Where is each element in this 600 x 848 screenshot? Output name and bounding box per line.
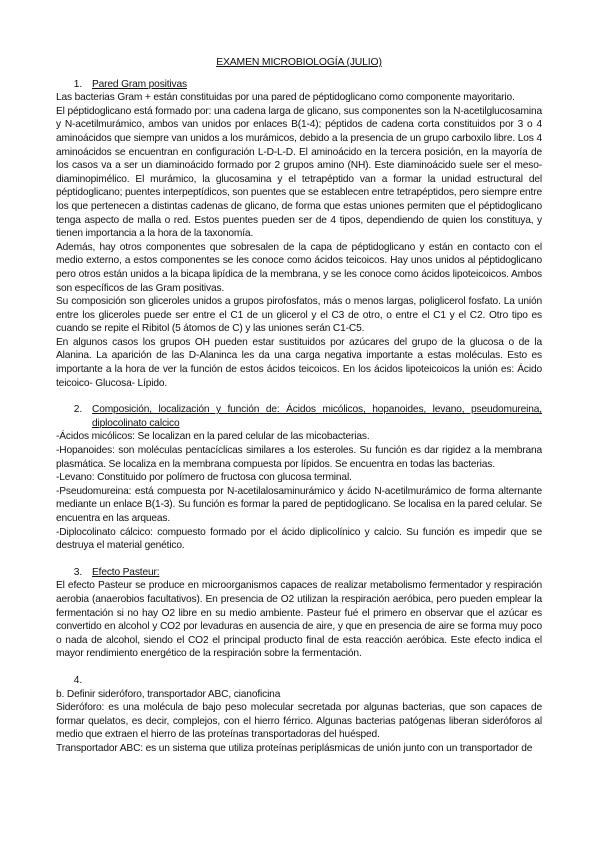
section-title: Composición, localización y función de: Ácidos micólicos, hopanoides, levano, pseudomureina, diplocolinato calcico	[92, 404, 542, 429]
paragraph: En algunos casos los grupos OH pueden estar sustituidos por azúcares del grupo de la glucosa o de la Alanina. La aparición de las D-Alaninca les da una carga negativa importante a estas moléculas. Esto es importante a la hora de ver la función de estos ácidos teicoicos. En los ácidos lipoteicoicos la unión es: Ácido teicoico- Glucosa- Lípido.	[56, 336, 542, 389]
section-3-heading	[56, 566, 542, 580]
section-4-heading	[56, 674, 542, 688]
paragraph: -Levano: Constituido por polímero de fructosa con glucosa terminal.	[56, 472, 352, 484]
paragraph: Su composición son gliceroles unidos a grupos pirofosfatos, más o menos largas, poliglicerol fosfato. La unión entre los gliceroles puede ser entre el C1 de un glicerol y el C3 de otro, o entre el C1 y el C2. Otro tipo es cuando se repite el Ribitol (5 átomos de C) y las uniones serán C1-C5.	[56, 296, 542, 335]
paragraph: Sideróforo: es una molécula de bajo peso molecular secretada por algunas bacterias, que son capaces de formar quelatos, es decir, complejos, con el hierro férrico. Algunas bacterias patógenas liberan sideróforos al medio que extraen el hierro de las proteínas transportadoras del huésped.	[56, 702, 542, 741]
paragraph: Transportador ABC: es un sistema que utiliza proteínas periplásmicas de unión junto con un transportador de	[56, 742, 533, 754]
spacer	[56, 661, 542, 674]
section-title: Efecto Pasteur:	[92, 566, 160, 578]
section-1-heading	[56, 78, 542, 92]
paragraph: El péptidoglicano está formado por: una cadena larga de glicano, sus componentes son la N-acetilglucosamina y N-acetilmurámico, ambos van unidos por enlaces B(1-4); péptidos de cadena corta constituidos por 3 o 4 aminoácidos que siempre van unidos a los murámicos, debido a la presencia de un grupo carboxilo libre. Los 4 aminoácidos se encuentran en configuración L-D-L-D. El aminoácido en la tercera posición, en la mayoría de los casos va a ser un diaminoácido formado por 2 grupos amino (NH). Este diaminoácido suele ser el meso-diaminopimélico. El murámico, la glucosamina y el tetrapéptido van a formar la unidad estructural del péptidoglicano; puentes interpeptídicos, son puentes que se establecen entre tetrapéptidos, pero siempre entre los que pertenecen a distintas cadenas de glicano, de forma que estas uniones permiten que el péptidoglicano tenga aspecto de malla o red. Estos puentes pueden ser de 4 tipos, dependiendo de quien los constituya, y tienen importancia a la hora de la taxonomía.	[56, 105, 542, 240]
section-number: 4.	[73, 674, 82, 686]
paragraph: Además, hay otros componentes que sobresalen de la capa de péptidoglicano y están en contacto con el medio externo, a estos componentes se les conoce como ácidos teicoicos. Hay unos unidos al péptidoglicano pero otros están unidos a la bicapa lipídica de la membrana, y se les conoce como ácidos lipoteicoicos. Ambos son específicos de las Gram positivas.	[56, 241, 542, 294]
paragraph: -Hopanoides: son moléculas pentacíclicas similares a los esteroles. Su función es dar rigidez a la membrana plasmática. Se localiza en la membrana compuesta por lípidos. Se encuentra en todas las bacterias.	[56, 445, 542, 470]
spacer	[56, 390, 542, 403]
document-content	[56, 56, 542, 756]
paragraph: -Ácidos micólicos: Se localizan en la pared celular de las micobacterias.	[56, 431, 370, 443]
paragraph: Las bacterias Gram + están constituidas por una pared de péptidoglicano como componente mayoritario.	[56, 92, 515, 104]
section-title	[92, 674, 542, 688]
section-2-heading	[56, 403, 542, 430]
section-number: 1.	[73, 78, 82, 90]
subheading: b. Definir sideróforo, transportador ABC, cianoficina	[56, 688, 281, 700]
section-title: Pared Gram positivas	[92, 78, 187, 90]
section-number: 3.	[73, 566, 82, 578]
spacer	[56, 553, 542, 566]
paragraph: El efecto Pasteur se produce en microorganismos capaces de realizar metabolismo fermentador y respiración aerobia (anaerobios facultativos). En presencia de O2 utilizan la respiración aeróbica, pero pueden emplear la fermentación si no hay O2 libre en su medio ambiente. Pasteur fué el primero en observar que el azúcar es convertido en alcohol y CO2 por levaduras en ausencia de aire, y que en presencia de aire se forma muy poco o nada de alcohol, siendo el CO2 el principal producto final de esta reacción aeróbica. Este efecto indica el mayor rendimiento energético de la respiración sobre la fermentación.	[56, 580, 542, 660]
section-number: 2.	[73, 404, 82, 416]
document-title: EXAMEN MICROBIOLOGÍA (JULIO)	[216, 57, 382, 68]
paragraph: -Diplocolinato cálcico: compuesto formado por el ácido diplicolínico y calcio. Su función es impedir que se destruya el material genético.	[56, 526, 542, 552]
paragraph: -Pseudomureina: está compuesta por N-acetilalosaminurámico y ácido N-acetilmurámico de forma alternante mediante un enlace B(1-3). Su función es formar la pared de peptidoglicano. Se localisa en la pared celular. Se encuentra en las arqueas.	[56, 485, 542, 524]
